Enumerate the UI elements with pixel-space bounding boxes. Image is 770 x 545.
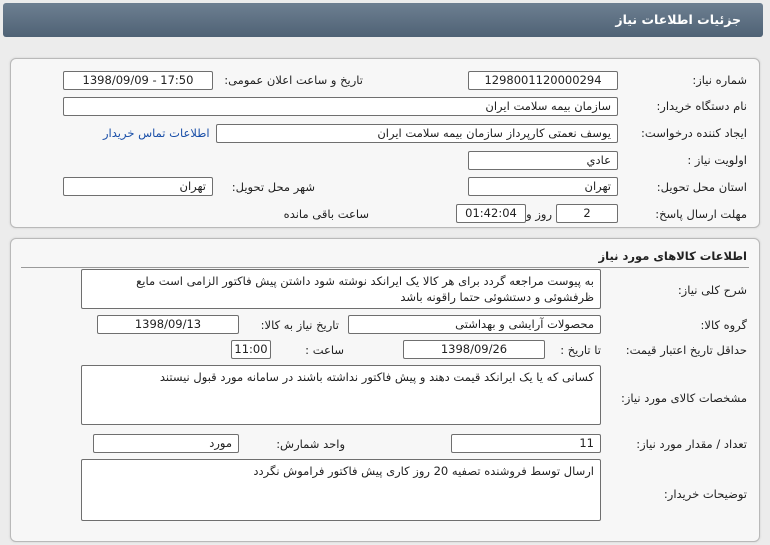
- city-field: تهران: [63, 177, 213, 196]
- goods-info-panel: [10, 238, 760, 542]
- buyer-org-field: سازمان بیمه سلامت ایران: [63, 97, 618, 116]
- announce-date-label: تاریخ و ساعت اعلان عمومی:: [224, 73, 363, 87]
- creator-field: یوسف نعمتی کارپرداز سازمان بیمه سلامت ایران: [216, 124, 618, 143]
- page-header: [3, 3, 763, 37]
- deadline-label: مهلت ارسال پاسخ:: [655, 207, 747, 221]
- unit-field: مورد: [93, 434, 239, 453]
- days-and-label: روز و: [526, 207, 552, 221]
- validity-date-field: 1398/09/26: [403, 340, 545, 359]
- need-date-label: تاریخ نیاز به کالا:: [260, 318, 339, 332]
- announce-date-field: 1398/09/09 - 17:50: [63, 71, 213, 90]
- qty-label: تعداد / مقدار مورد نیاز:: [636, 437, 747, 451]
- goods-group-field: محصولات آرایشی و بهداشتی: [348, 315, 601, 334]
- city-label: شهر محل تحویل:: [231, 180, 315, 194]
- summary-field: به پیوست مراجعه گردد برای هر کالا یک ایرانکد نوشته شود داشتن پیش فاکتور الزامی است مایع ظرفشوئی و دستشوئی حتما راقونه باشد: [81, 269, 601, 309]
- creator-label: ایجاد کننده درخواست:: [641, 126, 747, 140]
- validity-time-label: ساعت :: [305, 343, 344, 357]
- unit-label: واحد شمارش:: [276, 437, 345, 451]
- need-date-field: 1398/09/13: [97, 315, 239, 334]
- specs-field: کسانی که یا یک ایرانکد قیمت دهند و پیش فاکتور نداشته باشند در سامانه مورد قبول نیستند: [81, 365, 601, 425]
- buyer-notes-field: ارسال توسط فروشنده تصفیه 20 روز کاری پیش فاکتور فراموش نگردد: [81, 459, 601, 521]
- province-label: استان محل تحویل:: [656, 180, 747, 194]
- validity-time-field: 11:00: [231, 340, 271, 359]
- buyer-org-label: نام دستگاه خریدار:: [656, 99, 747, 113]
- summary-label: شرح کلی نیاز:: [677, 283, 747, 297]
- to-date-label: تا تاریخ :: [560, 343, 601, 357]
- remaining-label: ساعت باقی مانده: [283, 207, 369, 221]
- need-number-field: 1298001120000294: [468, 71, 618, 90]
- buyer-notes-label: توضیحات خریدار:: [663, 487, 747, 501]
- province-field: تهران: [468, 177, 618, 196]
- page-title: جزئیات اطلاعات نیاز: [615, 12, 741, 27]
- min-validity-label: حداقل تاریخ اعتبار قیمت:: [625, 343, 747, 357]
- priority-label: اولویت نیاز :: [687, 153, 747, 167]
- goods-section-title: اطلاعات کالاهای مورد نیاز: [598, 249, 747, 263]
- need-info-panel: [10, 58, 760, 228]
- specs-label: مشخصات کالای مورد نیاز:: [620, 391, 747, 405]
- goods-group-label: گروه کالا:: [700, 318, 747, 332]
- priority-field: عادي: [468, 151, 618, 170]
- qty-field: 11: [451, 434, 601, 453]
- deadline-days-field: 2: [556, 204, 618, 223]
- section-divider: [21, 267, 749, 268]
- deadline-time-field: 01:42:04: [456, 204, 526, 223]
- need-number-label: شماره نیاز:: [692, 73, 747, 87]
- buyer-contact-link[interactable]: اطلاعات تماس خریدار: [103, 126, 210, 140]
